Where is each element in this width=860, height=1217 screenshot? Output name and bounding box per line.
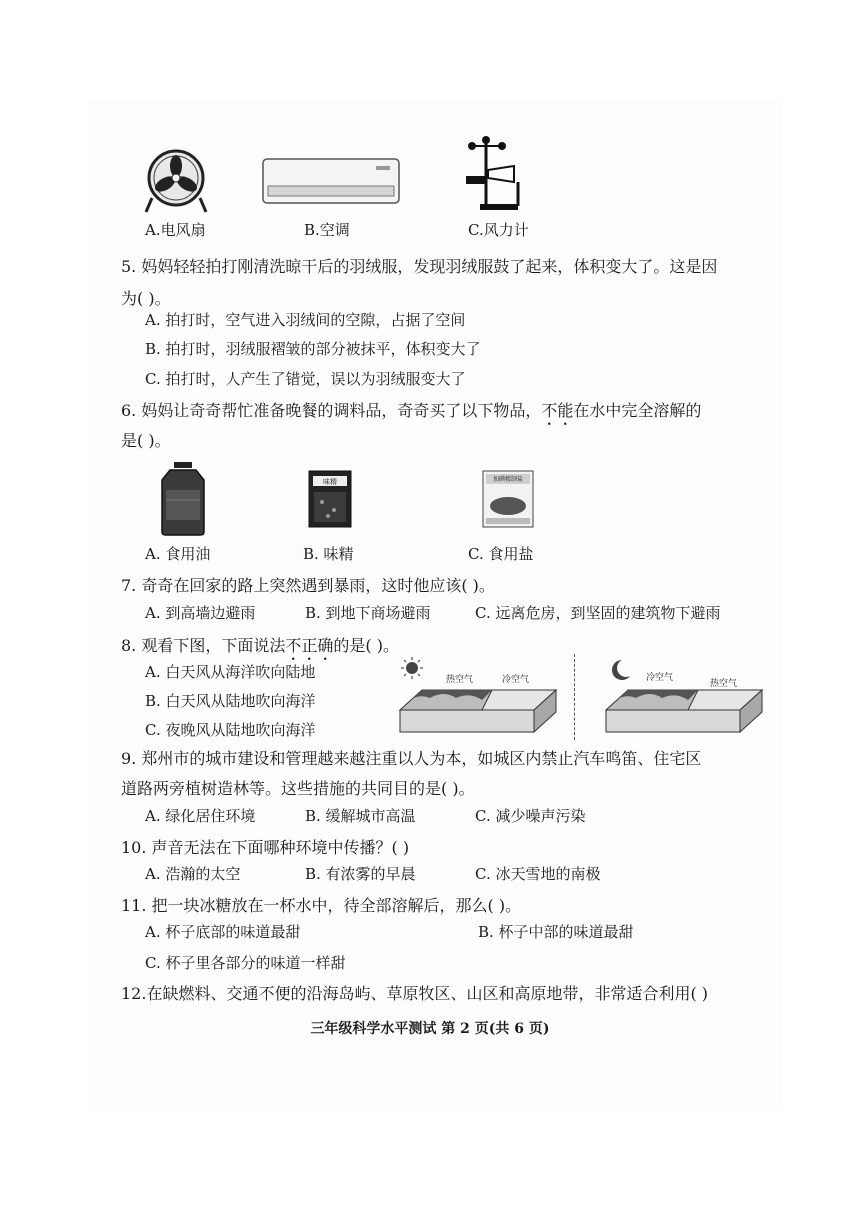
q8-option-a: A. 白天风从海洋吹向陆地 [145, 663, 316, 681]
q9-option-a: A. 绿化居住环境 [145, 807, 256, 825]
q7-option-b: B. 到地下商场避雨 [305, 604, 431, 622]
page-footer: 三年级科学水平测试 第 2 页(共 6 页) [310, 1021, 550, 1037]
q4-option-a: A.电风扇 [145, 221, 206, 239]
q6-stem-line1: 6. 妈妈让奇奇帮忙准备晚餐的调料品，奇奇买了以下物品，不能在水中完全溶解的 [121, 401, 702, 420]
diagram-divider [574, 654, 575, 740]
q6-option-b: B. 味精 [303, 545, 354, 563]
cooking-oil-bottle-icon [160, 460, 206, 540]
q7-option-a: A. 到高墙边避雨 [145, 604, 256, 622]
night-cold-air-label: 冷空气 [646, 673, 674, 683]
q10-stem: 10. 声音无法在下面哪种环境中传播？( ) [121, 838, 410, 857]
sun-icon [401, 657, 423, 679]
air-conditioner-icon [262, 158, 400, 208]
q7-option-c: C. 远离危房，到坚固的建筑物下避雨 [475, 604, 721, 622]
q11-option-c: C. 杯子里各部分的味道一样甜 [145, 954, 346, 972]
q6-stem-line2: 是( )。 [121, 431, 171, 450]
q9-option-c: C. 减少噪声污染 [475, 807, 586, 825]
q5-option-c: C. 拍打时，人产生了错觉，误以为羽绒服变大了 [145, 370, 466, 388]
salt-package-label: 加碘精制盐 [492, 476, 524, 483]
q8-emphasis: 不正确 [285, 636, 334, 655]
q11-option-a: A. 杯子底部的味道最甜 [145, 923, 301, 941]
q10-option-c: C. 冰天雪地的南极 [475, 865, 601, 883]
q8-option-c: C. 夜晚风从陆地吹向海洋 [145, 721, 316, 739]
moon-icon [612, 660, 630, 680]
night-land-breeze-diagram [602, 656, 764, 748]
q9-stem-line2: 道路两旁植树造林等。这些措施的共同目的是( )。 [121, 779, 475, 798]
q5-stem-line1: 5. 妈妈轻轻拍打刚清洗晾干后的羽绒服，发现羽绒服鼓了起来，体积变大了。这是因 [121, 257, 718, 276]
salt-package-icon [482, 470, 534, 532]
msg-package-label: 味精 [323, 478, 337, 486]
q11-option-b: B. 杯子中部的味道最甜 [478, 923, 634, 941]
q6-emphasis: 不能 [541, 401, 574, 420]
q8-stem: 8. 观看下图，下面说法不正确的是( )。 [121, 636, 399, 655]
q4-option-b: B.空调 [304, 221, 350, 239]
q7-stem: 7. 奇奇在回家的路上突然遇到暴雨，这时他应该( )。 [121, 576, 495, 595]
q5-stem-line2: 为( )。 [121, 289, 171, 308]
electric-fan-icon [140, 148, 212, 218]
q6-option-a: A. 食用油 [145, 545, 211, 563]
q10-option-a: A. 浩瀚的太空 [145, 865, 241, 883]
anemometer-icon [462, 132, 534, 216]
q5-option-b: B. 拍打时，羽绒服褶皱的部分被抹平，体积变大了 [145, 340, 481, 358]
day-hot-air-label: 热空气 [446, 675, 474, 685]
q4-option-c: C.风力计 [468, 221, 529, 239]
day-cold-air-label: 冷空气 [502, 675, 530, 685]
q5-option-a: A. 拍打时，空气进入羽绒间的空隙，占据了空间 [145, 311, 466, 329]
q9-stem-line1: 9. 郑州市的城市建设和管理越来越注重以人为本，如城区内禁止汽车鸣笛、住宅区 [121, 749, 702, 768]
q12-stem: 12.在缺燃料、交通不便的沿海岛屿、草原牧区、山区和高原地带，非常适合利用( ) [121, 984, 709, 1003]
q10-option-b: B. 有浓雾的早晨 [305, 865, 416, 883]
q6-option-c: C. 食用盐 [468, 545, 534, 563]
day-sea-breeze-diagram [396, 656, 558, 748]
q9-option-b: B. 缓解城市高温 [305, 807, 416, 825]
msg-package-icon [308, 470, 352, 532]
night-hot-air-label: 热空气 [710, 679, 738, 689]
q8-option-b: B. 白天风从陆地吹向海洋 [145, 692, 316, 710]
q11-stem: 11. 把一块冰糖放在一杯水中，待全部溶解后，那么( )。 [121, 896, 522, 915]
